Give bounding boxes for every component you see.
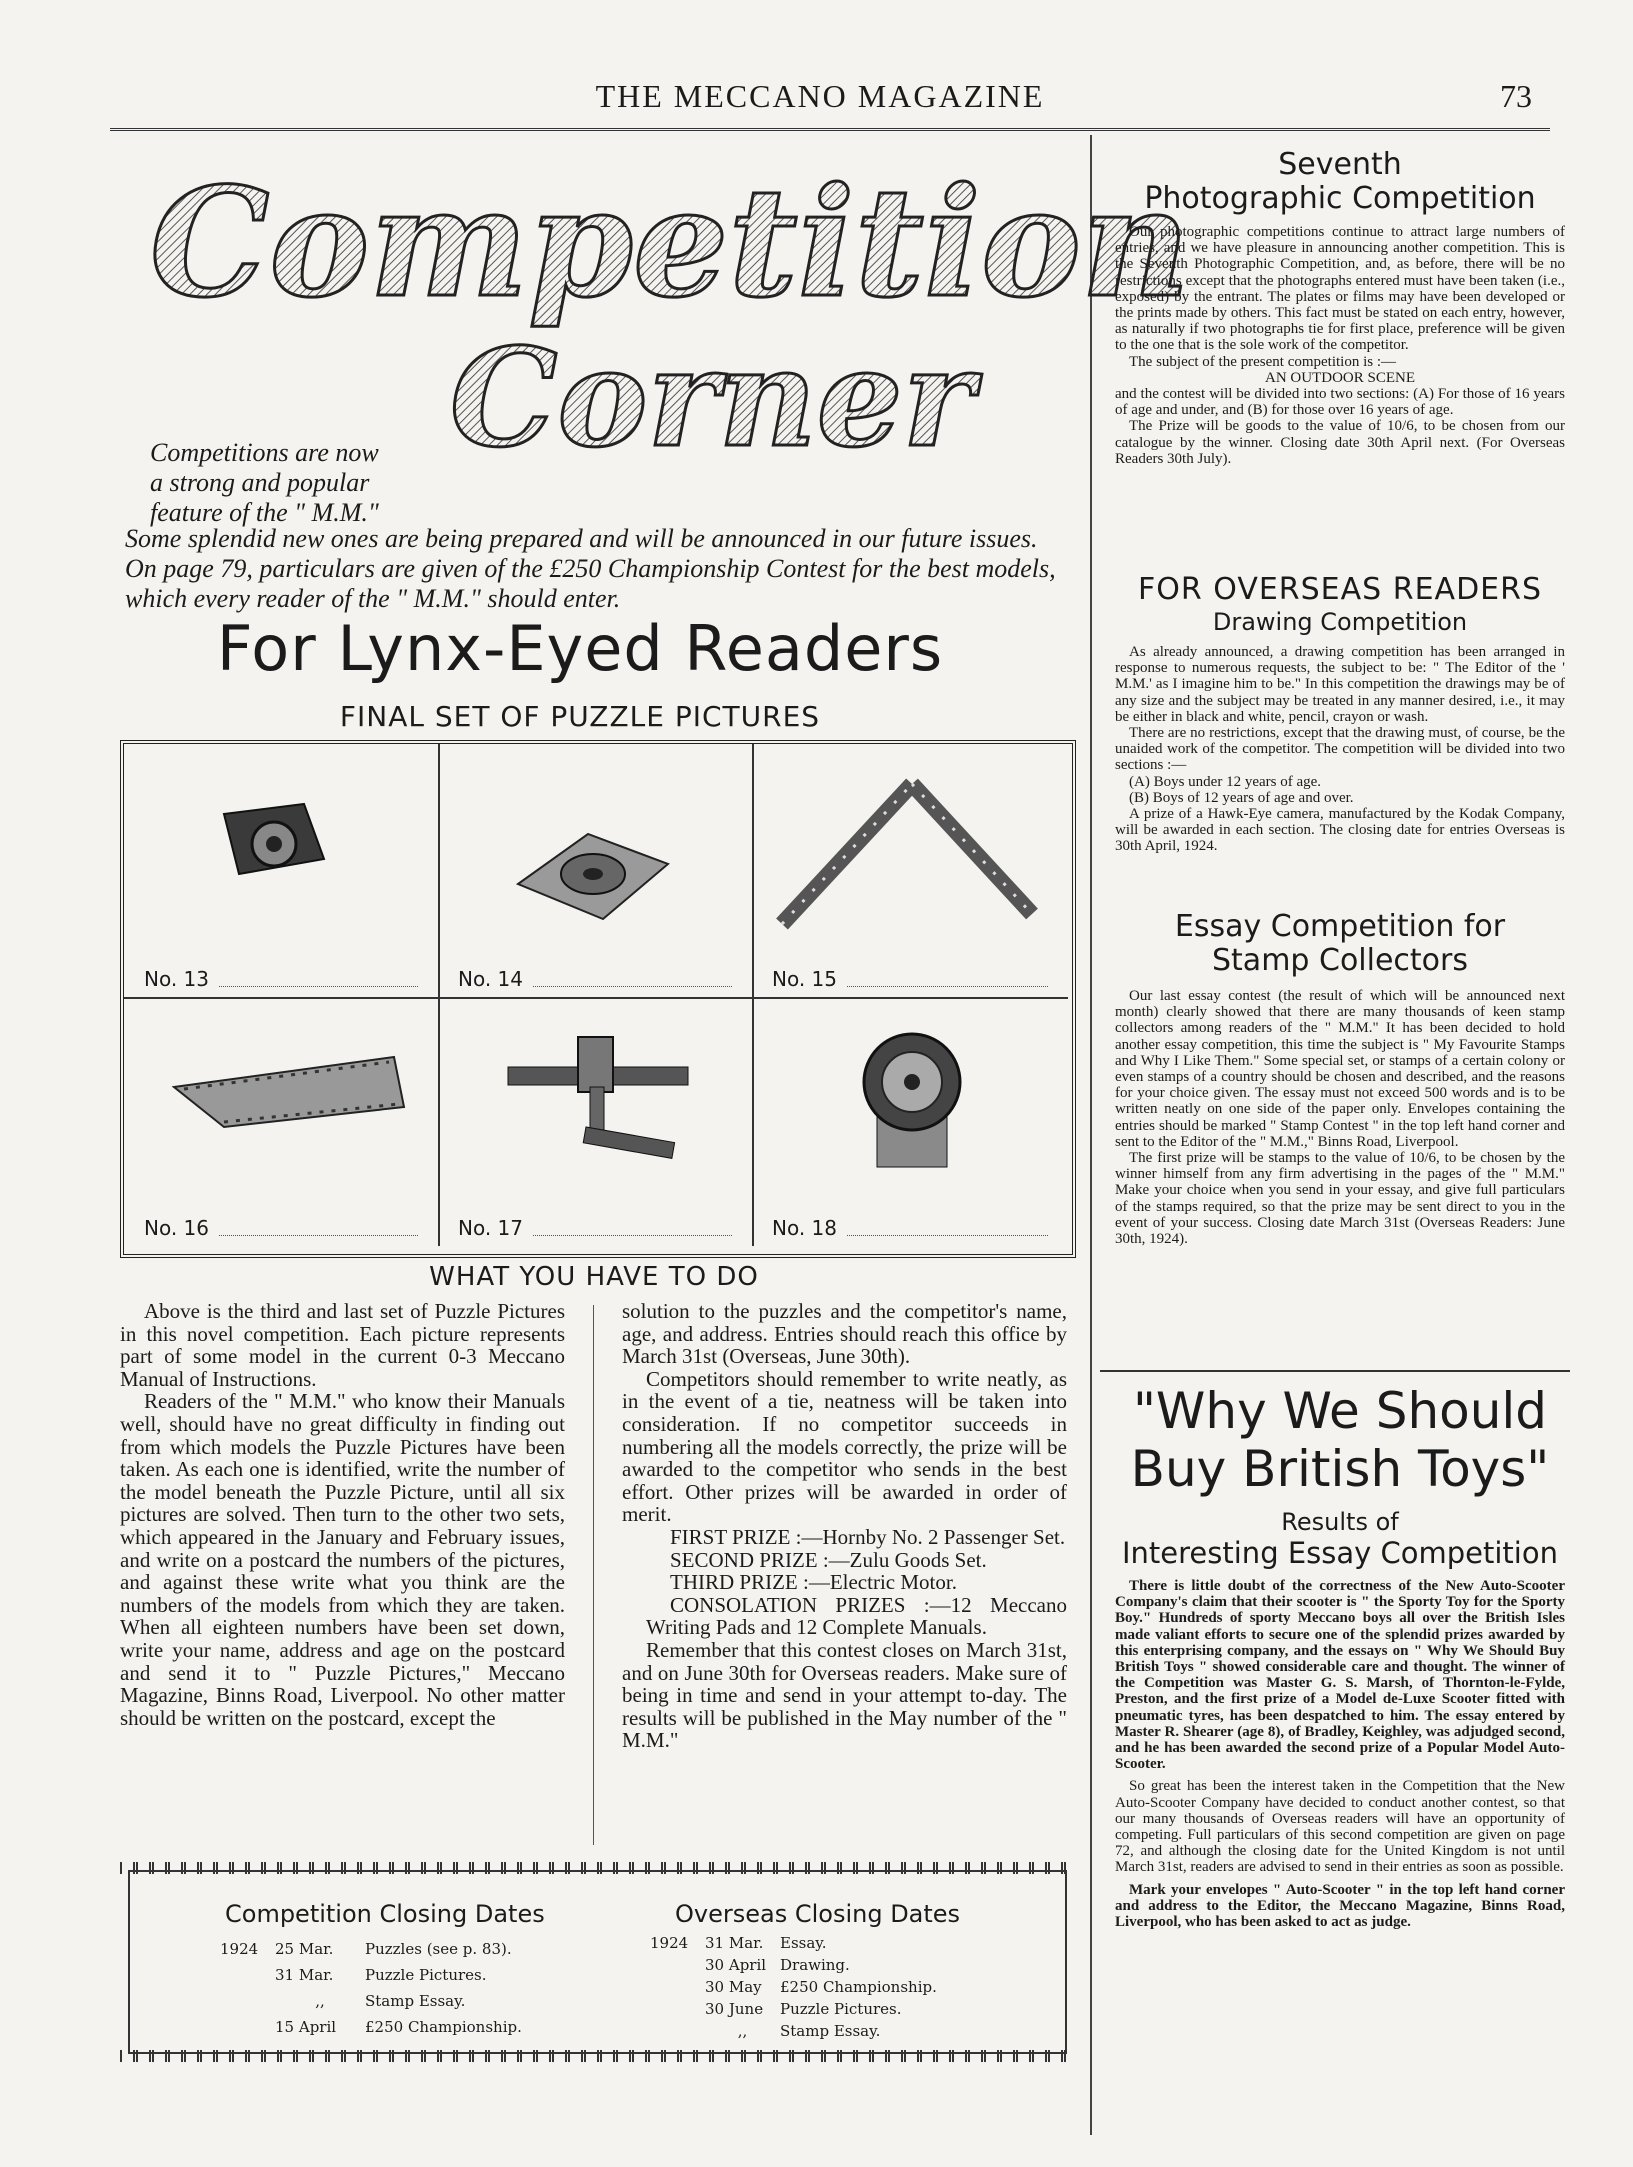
essay-body: Our last essay contest (the result of which will be announced next month) clearly showed that there are many thousands of keen stamp collectors among readers of the " M.M." It has been decided to hold another essay competition, this time the subject is " My Favourite Stamps and Why I Like Them." Some special set, or stamps of a certain colony or even stamps of a country should be chosen and described, and the reasons for your choice given. The essay must not exceed 500 words and is to be written neatly on one side of the paper only. Envelopes containing the entries should be marked " Stamp Contest " in the top left hand corner and sent to the Editor of the " M.M.," Binns Road, Liverpool. The first prize will be stamps to the value of 10/6, to be chosen by the winner himself from any firm advertising in the pages of the " M.M." Make your choice when you send in your essay, and give full particulars of the stamps required, so that the prize may be sent direct to you in the event of your success. Closing date March 31st (Overseas Readers: June 30th, 1924). [1115,988,1565,1248]
paragraph: solution to the puzzles and the competitor's name, age, and address. Entries should reach this office by March 31st (Overseas, June 30th). [622,1299,1067,1369]
overseas-title: FOR OVERSEAS READERS [1137,572,1543,607]
competition-corner-logo [140,140,1191,480]
meccano-part-image [847,1022,977,1172]
paragraph: Remember that this contest closes on March 31st, and on June 30th for Overseas readers. Make sure of being in time and send in your attempt to-day. The results will be published in the May number of the " M.M." [622,1637,1067,1753]
puzzle-label: No. 15 [772,967,838,991]
answer-line[interactable] [847,1235,1048,1236]
puzzle-label: No. 18 [772,1216,838,1240]
date-row: 1924 25 Mar. Puzzles (see p. 83). [220,1940,512,1958]
date-row: 30 April Drawing. [705,1956,850,1974]
logo-word-corner: Corner [450,318,974,477]
intro-continuation: Some splendid new ones are being prepared and will be announced in our future issues. On page 79, particulars are given of the £250 Championship Contest for the best models, which every reader of the " M.M." should enter. [125,524,1056,613]
date-row: ,, Stamp Essay. [315,1992,466,2010]
answer-line[interactable] [847,986,1048,987]
date-row: 30 June Puzzle Pictures. [705,2000,902,2018]
puzzle-label: No. 13 [144,967,210,991]
instructions-heading: WHAT YOU HAVE TO DO [429,1262,759,1292]
puzzle-cell [124,744,440,999]
article-subtitle: FINAL SET OF PUZZLE PICTURES [339,700,821,733]
paragraph: Readers of the " M.M." who know their Manuals well, should have no great difficulty in finding out from which models the Puzzle Pictures have been taken. As each one is identified, write the number of the model beneath the Puzzle Picture, until all six pictures are solved. Then turn to the other two sets, which appeared in the January and February issues, and write on a postcard the numbers of the pictures, and against these write what you think are the numbers of the models from which they are taken. When all eighteen numbers have been set down, write your name, address and age on the postcard and send it to " Puzzle Pictures," Meccano Magazine, Binns Road, Liverpool. No other matter should be written on the postcard, except the [120,1389,565,1730]
toys-body: There is little doubt of the correctness of the New Auto-Scooter Company's claim that their scooter is " the Sporty Toy for the Sporty Boy." Hundreds of sporty Meccano boys all over the British Isles made valiant efforts to secure one of the splendid prizes awarded by this enterprising company, and the essays on " Why We Should Buy British Toys " showed considerable care and thought. The winner of the Competition was Master G. S. Marsh, of Thornton-le-Fylde, Preston, and the first prize of a Model de-Luxe Scooter fitted with pneumatic tyres, has been despatched to him. The essay entered by Master R. Shearer (age 8), of Bradley, Keighley, was adjudged second, and he has been awarded the second prize of a Popular Model Auto-Scooter. So great has been the interest taken in the Competition that the New Auto-Scooter Company have decided to conduct another contest, so that our many thousands of Overseas readers will have an opportunity of competing. Full particulars of this second competition are given on page 72, and although the closing date for the United Kingdom is not until March 31st, readers are advised to send in their entries as soon as possible. Mark your envelopes " Auto-Scooter " in the top left hand corner and address to the Editor, the Meccano Magazine, Binns Road, Liverpool, who has been asked to act as judge. [1115,1578,1565,1931]
date-row: 1924 31 Mar. Essay. [650,1934,827,1952]
answer-line[interactable] [219,1235,418,1236]
section-rule [1100,1370,1570,1372]
intro-text [150,438,379,528]
prize-line: SECOND PRIZE :—Zulu Goods Set. [670,1547,987,1572]
meccano-part-image [762,764,1062,934]
closing-dates-box [120,1862,1075,2062]
body-column-divider [593,1305,594,1845]
paragraph: Competitors should remember to write neatly, as in the event of a tie, neatness will be taken into consideration. If no competitor succeeds in numbering all the models correctly, the prize will be awarded to the competitor who sends in the best effort. Other prizes will be awarded in order of merit. [622,1366,1067,1527]
date-row: 15 April £250 Championship. [275,2018,522,2036]
puzzle-label: No. 14 [458,967,524,991]
puzzle-cell [752,744,1068,999]
intro-line: a strong and popular [150,468,370,497]
paragraph: Above is the third and last set of Puzzle Pictures in this novel competition. Each picture represents part of some model in the current 0-3 Meccano Manual of Instructions. [120,1299,565,1391]
essay-title: Essay Competition for Stamp Collectors [1174,909,1506,978]
instructions-left-column [120,1300,565,1729]
puzzle-label: No. 17 [458,1216,524,1240]
prize-line: FIRST PRIZE :—Hornby No. 2 Passenger Set. [670,1524,1066,1549]
prize-line: THIRD PRIZE :—Electric Motor. [670,1570,957,1595]
date-row: ,, Stamp Essay. [737,2022,881,2040]
answer-line[interactable] [219,986,418,987]
overseas-dates-heading: Overseas Closing Dates [675,1900,961,1928]
puzzle-cell [752,997,1068,1246]
article-title: For Lynx-Eyed Readers [216,612,944,685]
puzzle-label: No. 16 [144,1216,210,1240]
intro-line: Competitions are now [150,438,379,467]
intro-line: feature of the " M.M." [150,498,379,527]
instructions-right-column [622,1300,1067,1752]
logo-word-competition: Competition [150,155,1191,331]
puzzle-grid [120,740,1076,1258]
home-dates-heading: Competition Closing Dates [225,1900,545,1928]
meccano-part-image [508,1027,688,1167]
photo-comp-body: Our photographic competitions continue to attract large numbers of entries, and we have pleasure in announcing another competition. This is the Seventh Photographic Competition, and, as before, there will be no restrictions except that the photographs entered must have been taken (i.e., exposed) by the entrant. The plates or films may have been developed or the prints made by others. This fact must be stated on each entry, however, as naturally if two photographs tie for first place, preference will be given to the one that is the sole work of the competitor. The subject of the present competition is :— AN OUTDOOR SCENE and the contest will be divided into two sections: (A) For those of 16 years of age and under, and (B) for those over 16 years of age. The Prize will be goods to the value of 10/6, to be chosen from our catalogue by the winner. Closing date 30th April next. (For Overseas Readers 30th July). [1115,224,1565,467]
puzzle-cell [438,744,754,999]
answer-line[interactable] [533,1235,732,1236]
page-number: 73 [1500,78,1532,114]
date-row: 30 May £250 Championship. [705,1978,937,1996]
meccano-part-image [164,1047,414,1137]
photo-comp-title: Seventh Photographic Competition [1144,147,1536,216]
date-row: 31 Mar. Puzzle Pictures. [275,1966,487,1984]
magazine-title: THE MECCANO MAGAZINE [595,78,1045,114]
overseas-subtitle: Drawing Competition [1212,608,1468,636]
puzzle-cell [438,997,754,1246]
overseas-body: As already announced, a drawing competition has been arranged in response to numerous requests, the subject to be: " The Editor of the ' M.M.' as I imagine him to be." In this competition the drawings may be of any size and the subject may be treated in any manner desired, i.e., it may be either in black and white, pencil, crayon or wash. There are no restrictions, except that the drawing must, of course, be the unaided work of the competitor. The competition will be divided into two sections :— (A) Boys under 12 years of age. (B) Boys of 12 years of age and over. A prize of a Hawk-Eye camera, manufactured by the Kodak Company, will be awarded in each section. The closing date for entries Overseas is 30th April, 1924. [1115,644,1565,855]
puzzle-cell [124,997,440,1246]
toys-title: "Why We Should Buy British Toys" [1130,1382,1550,1498]
header-rule [110,128,1550,131]
column-divider [1090,135,1092,2135]
meccano-part-image [214,804,334,894]
prize-line: CONSOLATION PRIZES :—12 Meccano Writing Pads and 12 Complete Manuals. [646,1592,1067,1640]
toys-subtitle: Results of Interesting Essay Competition [1122,1508,1558,1570]
answer-line[interactable] [533,986,732,987]
meccano-part-image [508,824,678,924]
